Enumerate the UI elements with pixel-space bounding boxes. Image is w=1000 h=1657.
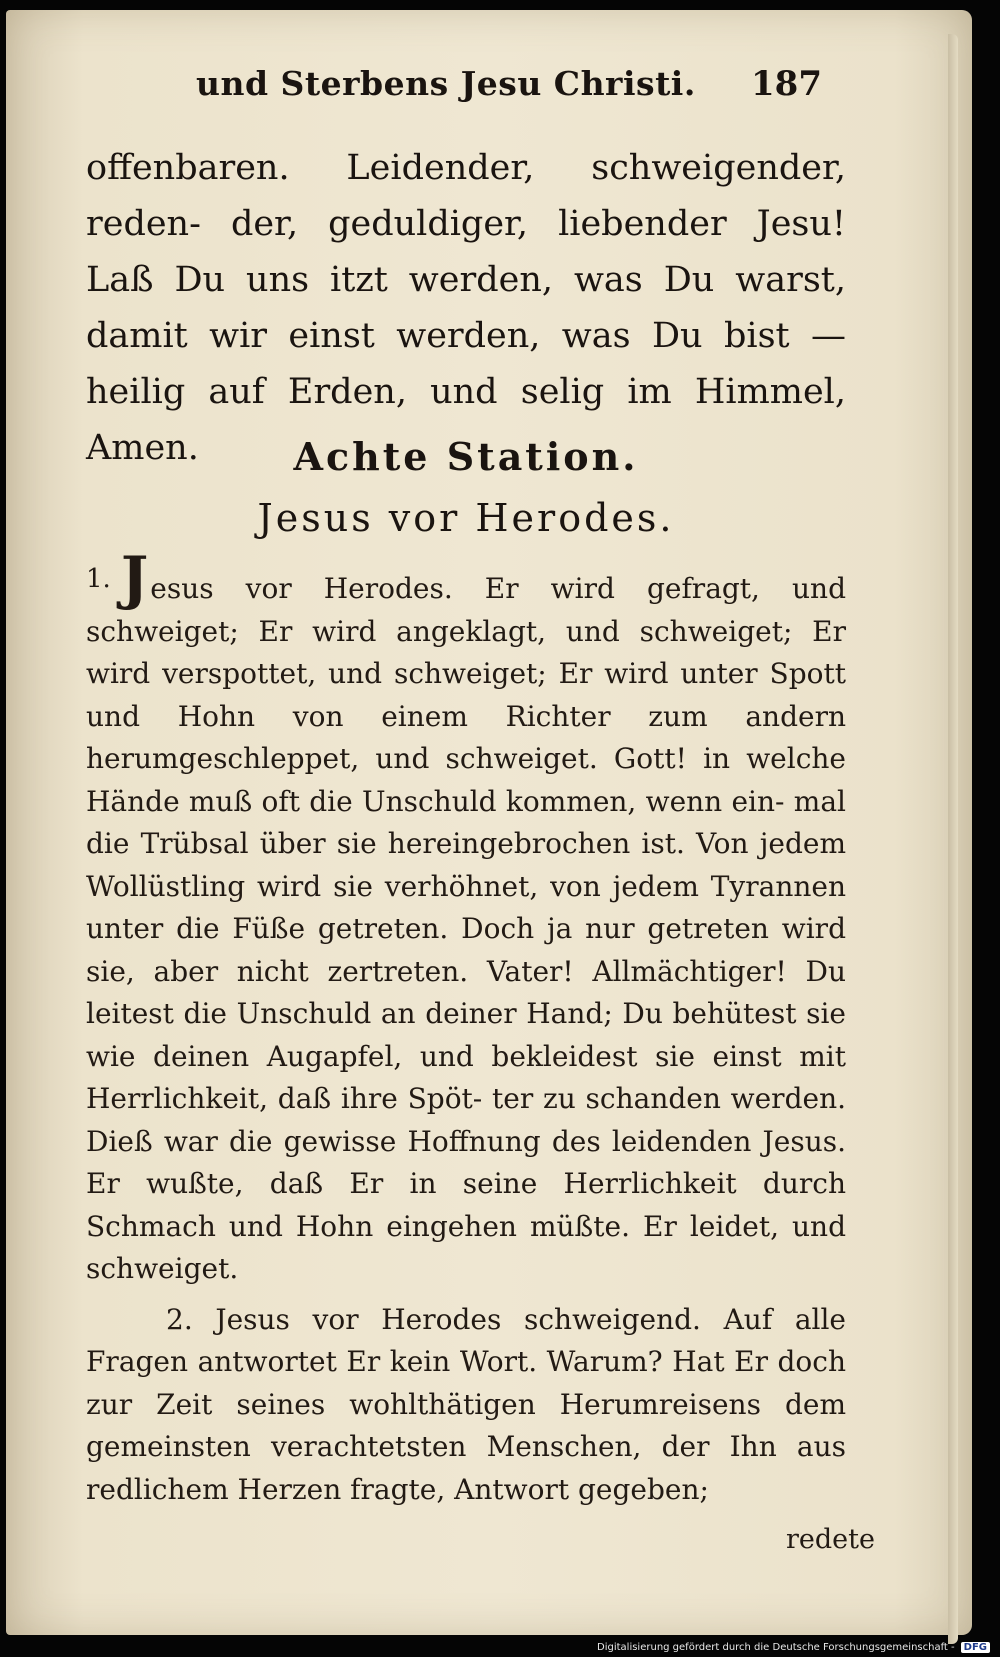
running-title: und Sterbens Jesu Christi. xyxy=(196,64,696,103)
paragraph-1-text: esus vor Herodes. Er wird gefragt, und schweiget; Er wird angeklagt, und schweiget; Er wird verspottet, und schweiget; Er wird unter Spott und Hohn von einem Richter zum andern herumgeschleppet, und schweiget. Gott! in welche Hände muß oft die Unschuld kommen, wenn ein- mal die Trübsal über sie hereingebrochen ist. Von jedem Wollüstling wird sie verhöhnet, von jedem Tyrannen unter die Füße getreten. Doch ja nur getreten wird sie, aber nicht zertreten. Vater! Allmächtiger! Du leitest die Unschuld an deiner Hand; Du behütest sie wie deinen Augapfel, und bekleidest sie einst mit Herrlichkeit, daß ihre Spöt- ter zu schanden werden. Dieß war die gewisse Hoffnung des leidenden Jesus. Er wußte, daß Er in seine Herrlichkeit durch Schmach und Hohn eingehen müßte. Er leidet, und schweiget. xyxy=(86,572,846,1285)
intro-paragraph xyxy=(86,140,846,476)
paragraph-1 xyxy=(86,544,846,1291)
station-title: Achte Station. xyxy=(293,434,639,479)
page-edge xyxy=(948,34,958,1644)
station-subtitle: Jesus vor Herodes. xyxy=(257,496,675,540)
paragraph-number: 1. xyxy=(86,564,111,594)
digitization-credit xyxy=(597,1642,990,1653)
credit-text: Digitalisierung gefördert durch die Deutsche Forschungsgemeinschaft - xyxy=(597,1642,955,1653)
running-head xyxy=(86,64,822,104)
paragraph-2: 2. Jesus vor Herodes schweigend. Auf alle Fragen antwortet Er kein Wort. Warum? Hat Er doch zur Zeit seines wohlthätigen Herumreisens dem gemeinsten verachtetsten Menschen, der Ihn aus redlichem Herzen fragte, Antwort gegeben; xyxy=(86,1302,846,1506)
intro-text: offenbaren. Leidender, schweigender, reden- der, geduldiger, liebender Jesu! Laß Du uns itzt werden, was Du warst, damit wir einst werden, was Du bist — heilig auf Erden, und selig im Himmel, Amen. xyxy=(86,148,846,468)
book-page xyxy=(6,10,972,1635)
dfg-logo: DFG xyxy=(961,1642,990,1653)
drop-cap: J xyxy=(120,544,149,612)
catchword: redete xyxy=(786,1524,875,1555)
page-number: 187 xyxy=(751,64,822,104)
body-text xyxy=(86,544,846,1511)
